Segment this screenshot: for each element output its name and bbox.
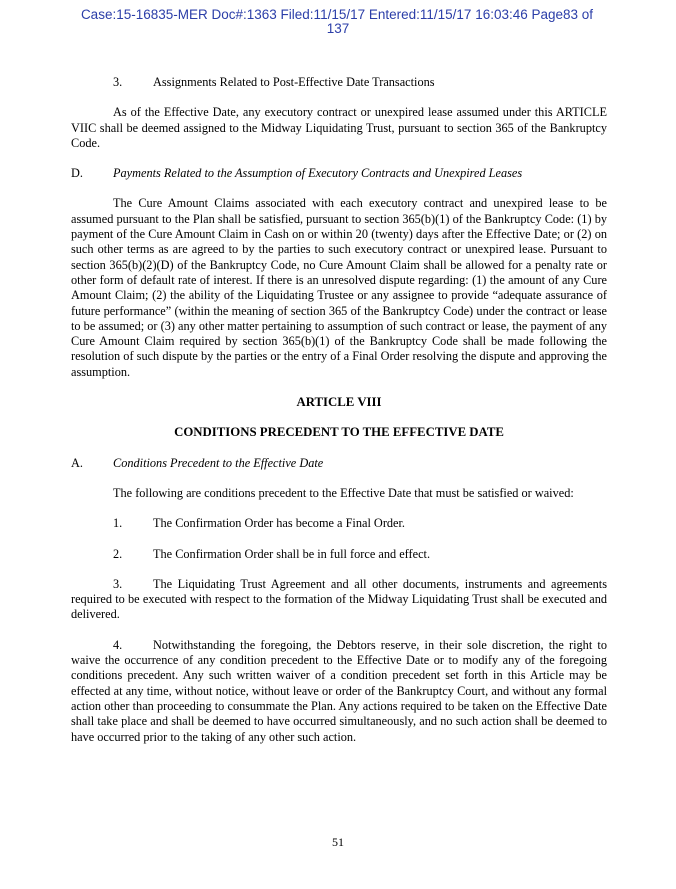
article-heading: ARTICLE VIII bbox=[296, 395, 382, 410]
paragraph-conditions-intro: The following are conditions precedent to the Effective Date that must be satisfied or waived: bbox=[113, 485, 574, 500]
article-subheading: CONDITIONS PRECEDENT TO THE EFFECTIVE DATE bbox=[174, 425, 504, 440]
header-page-total: 137 bbox=[326, 21, 350, 36]
paragraph-assignment: As of the Effective Date, any executory contract or unexpired lease assumed under this ARTICLE VIIC shall be deemed assigned to the Midway Liquidating Trust, pursuant to section 365 of the Bankruptcy Code. bbox=[71, 105, 607, 150]
section-d-heading bbox=[71, 166, 607, 181]
section-d-number: D. bbox=[71, 166, 83, 181]
header-case-line: Case:15-16835-MER Doc#:1363 Filed:11/15/17 Entered:11/15/17 16:03:46 Page83 of bbox=[80, 7, 594, 22]
paragraph-cure-amount: The Cure Amount Claims associated with each executory contract and unexpired lease to be assumed pursuant to the Plan shall be satisfied, pursuant to section 365(b)(1) of the Bankruptcy Code: (1) by payment of the Cure Amount Claim in Cash on or within 20 (twenty) days after the Effective Date; or (2) on such other terms as are agreed to by the parties to such executory contract or unexpired lease. Pursuant to section 365(b)(2)(D) of the Bankruptcy Code, no Cure Amount Claim shall be allowed for a penalty rate or other form of default rate of interest. If there is an unresolved dispute regarding: (1) the amount of any Cure Amount Claim; (2) the ability of the Liquidating Trustee or any assignee to provide “adequate assurance of future performance” (within the meaning of section 365 of the Bankruptcy Code) under the contract or lease to be assumed; or (3) any other matter pertaining to assumption of such contract or lease, the payment of any Cure Amount Claim required by section 365(b)(1) of the Bankruptcy Code shall be made following the resolution of such dispute by the parties or the entry of a Final Order resolving the dispute and approving the assumption. bbox=[71, 196, 607, 379]
section-3-number: 3. bbox=[113, 75, 123, 89]
condition-item-1 bbox=[71, 516, 607, 531]
condition-number: 2. bbox=[113, 546, 123, 561]
condition-number: 3. bbox=[113, 576, 123, 591]
condition-number: 4. bbox=[113, 637, 123, 652]
condition-text: The Liquidating Trust Agreement and all other documents, instruments and agreements required to be executed with respect to the formation of the Midway Liquidating Trust shall be executed and delivered. bbox=[71, 576, 607, 622]
condition-text: The Confirmation Order shall be in full force and effect. bbox=[153, 546, 431, 561]
condition-item-3 bbox=[71, 577, 607, 623]
condition-number: 1. bbox=[113, 516, 123, 531]
section-a-title: Conditions Precedent to the Effective Date bbox=[113, 455, 324, 470]
section-3-title: Assignments Related to Post-Effective Date Transactions bbox=[153, 75, 435, 89]
page-number: 51 bbox=[332, 835, 344, 849]
condition-text: Notwithstanding the foregoing, the Debtors reserve, in their sole discretion, the right to waive the occurrence of any condition precedent to the Effective Date or to modify any of the foregoing conditions precedent. Any such written waiver of a condition precedent set forth in this Article may be effected at any time, without notice, without leave or order of the Bankruptcy Court, and without any formal action other than proceeding to consummate the Plan. Any actions required to be taken on the Effective Date shall take place and shall be deemed to have occurred simultaneously, and no such action shall be deemed to have occurred prior to the taking of any other such action. bbox=[71, 637, 607, 744]
section-a-number: A. bbox=[71, 455, 83, 470]
condition-item-4 bbox=[71, 638, 607, 745]
section-a-heading bbox=[71, 456, 607, 471]
section-3-heading bbox=[71, 75, 607, 90]
court-filing-header bbox=[0, 8, 676, 36]
condition-item-2 bbox=[71, 547, 607, 562]
section-d-title: Payments Related to the Assumption of Executory Contracts and Unexpired Leases bbox=[113, 166, 523, 181]
condition-text: The Confirmation Order has become a Final Order. bbox=[153, 516, 406, 531]
document-body bbox=[71, 75, 607, 760]
